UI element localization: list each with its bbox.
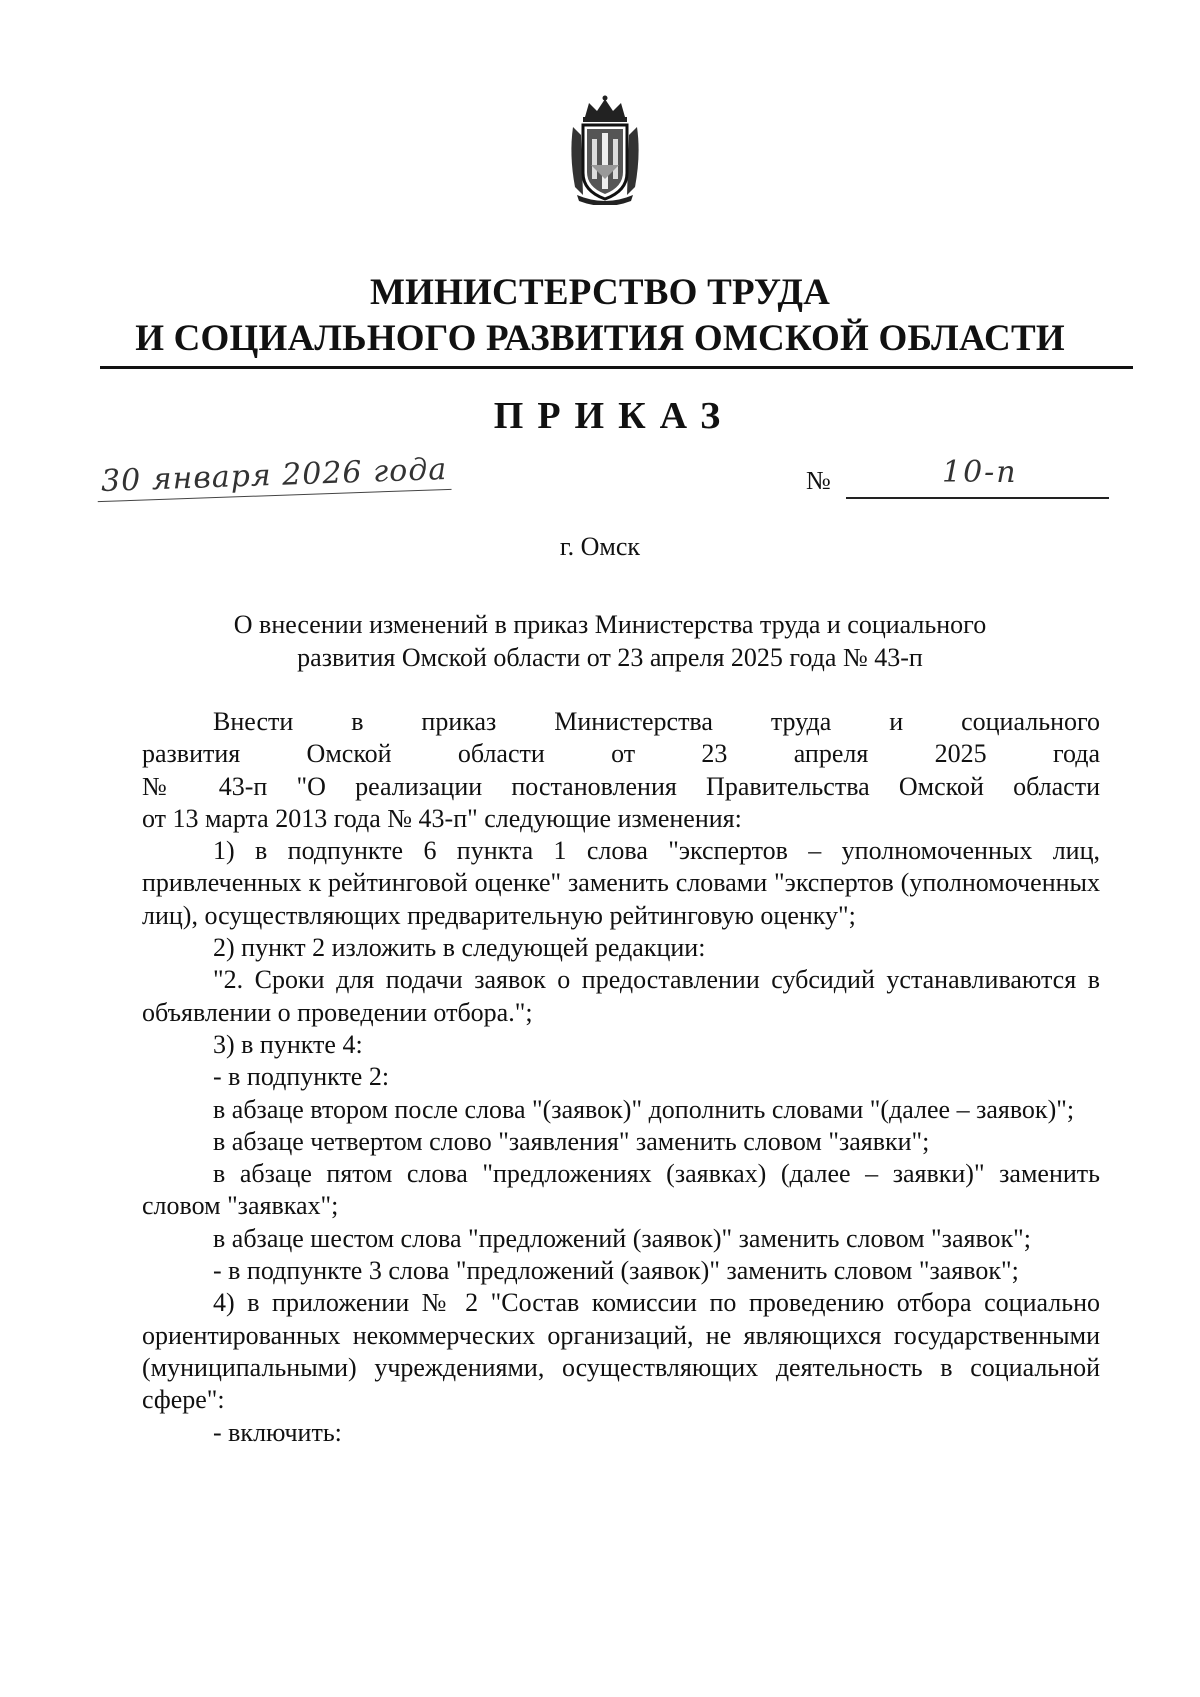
header-divider (100, 366, 1133, 369)
city-name: г. Омск (559, 532, 641, 561)
handwritten-date: 30 января 2026 года (96, 452, 451, 502)
body-paragraph: - в подпункте 3 слова "предложений (заявок)" заменить словом "заявок"; (213, 1256, 1019, 1286)
subject-line: О внесении изменений в приказ Министерства труда и социального (233, 610, 987, 639)
body-paragraph: - включить: (213, 1417, 342, 1447)
body-paragraph-line: от 13 марта 2013 года № 43-п" следующие изменения: (142, 803, 742, 833)
handwritten-order-number: 10-п (942, 455, 1018, 490)
body-paragraph: 2) пункт 2 изложить в следующей редакции: (213, 933, 706, 963)
body-paragraph: в абзаце четвертом слово "заявления" заменить словом "заявки"; (213, 1126, 930, 1156)
document-type-title: ПРИКАЗ (493, 395, 735, 437)
body-paragraph: 1) в подпункте 6 пункта 1 слова "экспертов – уполномоченных лиц, привлеченных к рейтинговой оценке" заменить словами "экспертов (уполномоченных лиц), осуществляющих предварительную рейтинговую оценку"; (142, 836, 1100, 930)
number-label: № (806, 466, 831, 495)
body-paragraph: - в подпункте 2: (213, 1062, 390, 1092)
subject-line: развития Омской области от 23 апреля 2025 года № 43-п (297, 643, 923, 672)
body-paragraph: в абзаце шестом слова "предложений (заявок)" заменить словом "заявок"; (213, 1223, 1032, 1253)
body-paragraph: 3) в пункте 4: (213, 1029, 363, 1059)
order-body (142, 706, 1100, 1449)
body-paragraph-line: № 43-п "О реализации постановления Правительства Омской области (142, 771, 1100, 801)
ministry-name-line2: И СОЦИАЛЬНОГО РАЗВИТИЯ ОМСКОЙ ОБЛАСТИ (135, 318, 1065, 359)
ministry-name-line1: МИНИСТЕРСТВО ТРУДА (369, 272, 831, 313)
body-paragraph: в абзаце пятом слова "предложениях (заявках) (далее – заявки)" заменить словом "заявках"; (142, 1159, 1100, 1221)
body-paragraph-line: развития Омской области от 23 апреля 2025 года (142, 739, 1100, 769)
order-subject (150, 608, 1070, 674)
coat-of-arms-icon (567, 95, 643, 205)
body-paragraph: в абзаце втором после слова "(заявок)" дополнить словами "(далее – заявок)"; (213, 1094, 1075, 1124)
body-paragraph: "2. Сроки для подачи заявок о предоставлении субсидий устанавливаются в объявлении о проведении отбора."; (142, 965, 1100, 1027)
body-paragraph: Внести в приказ Министерства труда и социального (213, 707, 1100, 736)
number-underline (846, 497, 1109, 499)
body-paragraph: 4) в приложении № 2 "Состав комиссии по проведению отбора социально ориентированных некоммерческих организаций, не являющихся государственными (муниципальными) учреждениями, осуществляющих деятельность в социальной сфере": (142, 1288, 1100, 1415)
